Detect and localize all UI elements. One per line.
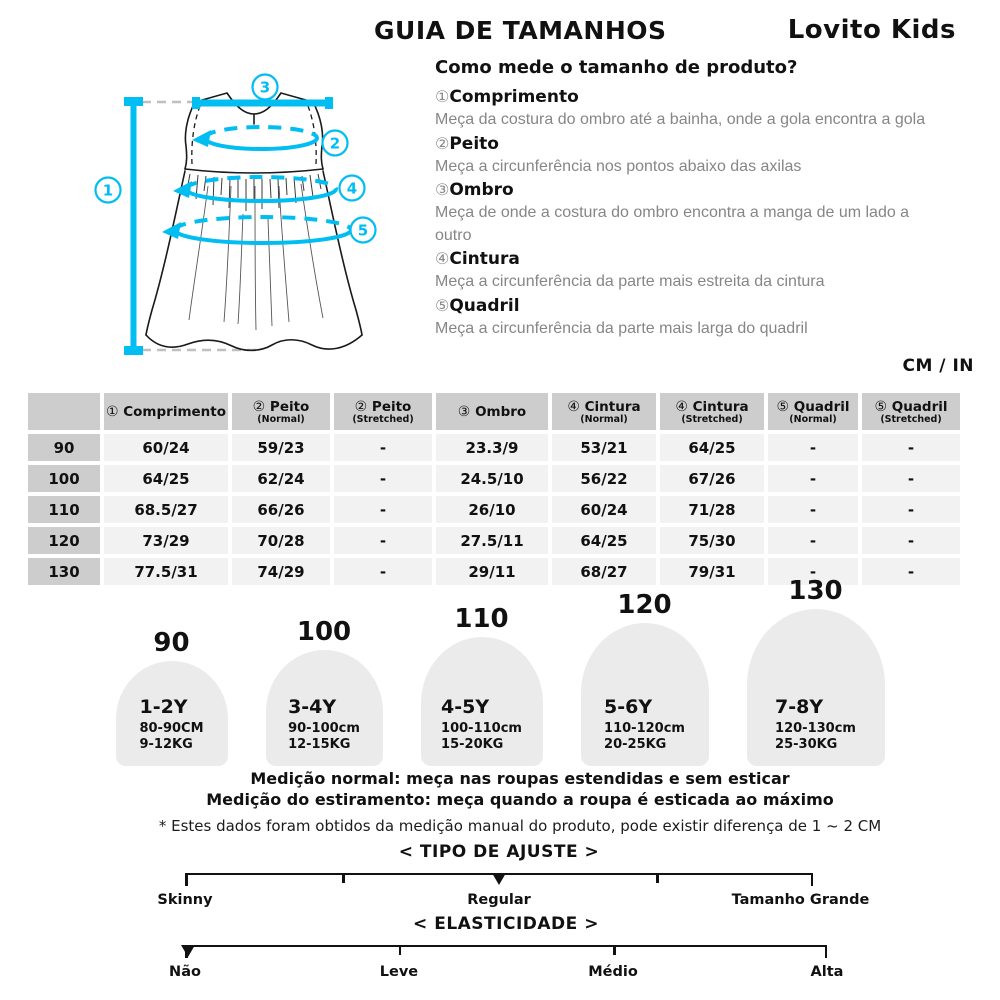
- bell-text: [288, 696, 360, 753]
- elasticity-marker-triangle: [181, 945, 195, 957]
- bell-weight: 15-20KG: [441, 737, 504, 752]
- instruction-desc: Meça da costura do ombro até a bainha, onde a gola encontra a gola: [435, 111, 926, 128]
- cell: -: [768, 465, 858, 492]
- cell: 64/25: [660, 434, 764, 461]
- bell-weight: 12-15KG: [288, 737, 351, 752]
- age-bell-90: [116, 628, 228, 766]
- elasticity-label-nao: Não: [169, 964, 201, 980]
- cell: 68.5/27: [104, 496, 228, 523]
- col-num: ②: [252, 398, 266, 415]
- dress-measurement-diagram: [80, 72, 430, 382]
- bell-weight: 25-30KG: [775, 737, 838, 752]
- col-label: Peito: [269, 398, 310, 415]
- cell: 53/21: [552, 434, 656, 461]
- col-num: ④: [567, 398, 580, 415]
- bell-size-number: 120: [617, 590, 672, 620]
- cell: -: [862, 558, 960, 585]
- fit-label-skinny: Skinny: [157, 892, 213, 908]
- elasticity-scale-title: < ELASTICIDADE >: [413, 914, 599, 934]
- col-num: ④: [675, 398, 688, 415]
- skirt-fold-lines: [189, 184, 323, 330]
- cell: 29/11: [436, 558, 548, 585]
- col-sublabel: (Stretched): [352, 413, 414, 425]
- row-size: 130: [28, 558, 100, 585]
- col-num: ⑤: [776, 398, 790, 415]
- fit-scale-labels: [157, 892, 870, 912]
- bell-height: 120-130cm: [775, 721, 856, 736]
- cell: 66/26: [232, 496, 330, 523]
- col-sublabel: (Stretched): [681, 413, 743, 425]
- bell-shape: [581, 623, 709, 766]
- fit-scale-line: [185, 873, 813, 887]
- bell-age: 3-4Y: [288, 696, 337, 718]
- cell: 56/22: [552, 465, 656, 492]
- bell-height: 80-90CM: [139, 721, 204, 736]
- instruction-number: ③: [435, 180, 450, 199]
- cell: 24.5/10: [436, 465, 548, 492]
- bell-age: 5-6Y: [604, 696, 653, 718]
- elasticity-scale-line: [185, 945, 827, 959]
- measurement-notes: [40, 768, 1000, 835]
- instruction-desc: Meça a circunferência da parte mais estreita da cintura: [435, 273, 825, 290]
- col-label: Peito: [371, 398, 412, 415]
- cell: -: [334, 496, 432, 523]
- col-sublabel: (Normal): [580, 413, 628, 425]
- scale-tick: [656, 875, 659, 883]
- elasticity-scale: [169, 914, 844, 984]
- measure-instructions: [435, 85, 983, 340]
- age-bell-110: [421, 604, 543, 766]
- bell-size-number: 90: [153, 628, 190, 658]
- col-header-quadril-normal: [768, 393, 858, 430]
- cell: -: [334, 434, 432, 461]
- bell-text: [441, 696, 522, 753]
- cell: -: [334, 527, 432, 554]
- row-size: 100: [28, 465, 100, 492]
- marker-2: 2: [329, 134, 341, 153]
- instruction-number: ⑤: [435, 295, 450, 315]
- instruction-title: Comprimento: [449, 87, 579, 107]
- size-table: [24, 389, 964, 589]
- bell-text: [775, 696, 856, 753]
- cell: 75/30: [660, 527, 764, 554]
- row-size: 120: [28, 527, 100, 554]
- instruction-number: ①: [435, 87, 450, 106]
- bell-height: 90-100cm: [288, 721, 360, 736]
- marker-5: 5: [357, 221, 369, 240]
- col-header-size: [28, 393, 100, 430]
- bell-text: [139, 696, 203, 753]
- col-label: Comprimento: [123, 403, 227, 420]
- fit-scale-title: < TIPO DE AJUSTE >: [398, 842, 600, 862]
- col-sublabel: (Stretched): [880, 413, 942, 425]
- cell: -: [862, 496, 960, 523]
- cell: 71/28: [660, 496, 764, 523]
- instruction-desc: Meça a circunferência da parte mais larga do quadril: [435, 319, 808, 337]
- cell: 77.5/31: [104, 558, 228, 585]
- col-header-quadril-stretched: [862, 393, 960, 430]
- instruction-number: ②: [435, 133, 450, 153]
- col-header-peito-normal: [232, 393, 330, 430]
- fit-label-tamanho-grande: Tamanho Grande: [731, 892, 870, 908]
- bell-shape: [116, 661, 228, 766]
- age-bell-120: [581, 590, 709, 766]
- bell-shape: [747, 609, 885, 766]
- col-header-peito-stretched: [334, 393, 432, 430]
- length-ruler: [124, 97, 143, 355]
- col-label: Quadril: [891, 398, 948, 415]
- instruction-label: [435, 178, 983, 202]
- col-label: Ombro: [475, 403, 527, 420]
- bell-size-number: 130: [788, 576, 843, 606]
- col-label: Quadril: [793, 398, 850, 415]
- note-normal: Medição normal: meça nas roupas estendidas e sem esticar: [250, 769, 790, 788]
- col-label: Cintura: [584, 398, 641, 415]
- col-label: Cintura: [692, 398, 749, 415]
- cell: 70/28: [232, 527, 330, 554]
- fit-label-regular: Regular: [467, 892, 531, 908]
- scale-tick: [342, 875, 345, 883]
- col-header-comprimento: [104, 393, 228, 430]
- instruction-title: Peito: [449, 133, 499, 154]
- cell: 27.5/11: [436, 527, 548, 554]
- row-size: 90: [28, 434, 100, 461]
- col-num: ③: [457, 403, 471, 420]
- cell: 60/24: [104, 434, 228, 461]
- bell-age: 7-8Y: [775, 696, 824, 718]
- how-to-measure-heading: Como mede o tamanho de produto?: [435, 57, 798, 78]
- bell-weight: 9-12KG: [139, 737, 193, 752]
- cell: 73/29: [104, 527, 228, 554]
- instruction-label: [435, 132, 983, 156]
- bell-height: 100-110cm: [441, 721, 522, 736]
- bell-age: 1-2Y: [139, 696, 188, 718]
- fit-type-scale: [157, 842, 870, 912]
- col-header-cintura-stretched: [660, 393, 764, 430]
- instruction-label: [435, 85, 983, 109]
- age-group-bells: [0, 576, 1000, 766]
- col-num: ⑤: [874, 398, 888, 415]
- col-num: ①: [105, 403, 119, 420]
- col-header-cintura-normal: [552, 393, 656, 430]
- scale-tick: [613, 947, 616, 955]
- cell: 23.3/9: [436, 434, 548, 461]
- table-header-row: [28, 393, 960, 430]
- col-header-ombro: [436, 393, 548, 430]
- chest-measure-ellipse: [192, 127, 317, 149]
- instruction-title: Quadril: [449, 295, 520, 316]
- instruction-desc: Meça a circunferência nos pontos abaixo das axilas: [435, 157, 802, 175]
- units-label: CM / IN: [902, 356, 974, 376]
- elasticity-label-medio: Médio: [588, 964, 638, 980]
- instruction-desc: Meça de onde a costura do ombro encontra a manga de um lado a outro: [435, 204, 910, 244]
- bell-size-number: 110: [454, 604, 509, 634]
- bell-height: 110-120cm: [604, 721, 685, 736]
- bell-weight: 20-25KG: [604, 737, 667, 752]
- cell: 67/26: [660, 465, 764, 492]
- instruction-title: Cintura: [449, 249, 520, 269]
- cell: 64/25: [104, 465, 228, 492]
- scale-tick: [811, 875, 814, 886]
- cell: -: [334, 465, 432, 492]
- marker-1: 1: [102, 181, 114, 200]
- cell: -: [768, 558, 858, 585]
- cell: 62/24: [232, 465, 330, 492]
- cell: 26/10: [436, 496, 548, 523]
- cell: -: [334, 558, 432, 585]
- elasticity-label-leve: Leve: [379, 964, 419, 980]
- scale-tick: [185, 875, 188, 886]
- table-row: [28, 465, 960, 492]
- bell-size-number: 100: [296, 617, 352, 647]
- marker-4: 4: [346, 179, 358, 198]
- cell: -: [862, 527, 960, 554]
- cell: -: [768, 496, 858, 523]
- table-row: [28, 527, 960, 554]
- bell-age: 4-5Y: [441, 696, 490, 718]
- cell: 60/24: [552, 496, 656, 523]
- hip-measure-ellipse: [162, 217, 351, 243]
- cell: -: [768, 434, 858, 461]
- cell: 74/29: [232, 558, 330, 585]
- row-size: 110: [28, 496, 100, 523]
- page-title: GUIA DE TAMANHOS: [374, 16, 667, 45]
- dress-figure-svg: [80, 72, 430, 382]
- scale-tick: [825, 947, 828, 958]
- cell: 68/27: [552, 558, 656, 585]
- col-num: ②: [354, 398, 368, 415]
- bell-shape: [266, 650, 383, 766]
- marker-3: 3: [259, 78, 271, 97]
- cell: -: [862, 434, 960, 461]
- brand-logo: Lovito Kids: [787, 15, 956, 45]
- fit-marker-triangle: [492, 873, 506, 885]
- instruction-title: Ombro: [449, 180, 514, 200]
- table-row: [28, 434, 960, 461]
- cell: -: [862, 465, 960, 492]
- elasticity-label-alta: Alta: [810, 964, 844, 980]
- bell-shape: [421, 637, 543, 766]
- age-bell-100: [266, 617, 383, 766]
- instruction-label: [435, 247, 983, 271]
- cell: 64/25: [552, 527, 656, 554]
- table-row: [28, 496, 960, 523]
- note-stretch: Medição do estiramento: meça quando a roupa é esticada ao máximo: [206, 790, 834, 809]
- age-bell-130: [747, 576, 885, 766]
- bell-text: [604, 696, 685, 753]
- col-sublabel: (Normal): [789, 413, 837, 425]
- instruction-label: [435, 294, 983, 318]
- col-sublabel: (Normal): [257, 413, 305, 425]
- cell: 79/31: [660, 558, 764, 585]
- cell: -: [768, 527, 858, 554]
- scale-tick: [399, 947, 402, 955]
- cell: 59/23: [232, 434, 330, 461]
- elasticity-scale-labels: [169, 964, 844, 984]
- disclaimer-note: * Estes dados foram obtidos da medição manual do produto, pode existir diferença de 1 ~ 2 CM: [158, 817, 882, 835]
- instruction-number: ④: [435, 249, 450, 268]
